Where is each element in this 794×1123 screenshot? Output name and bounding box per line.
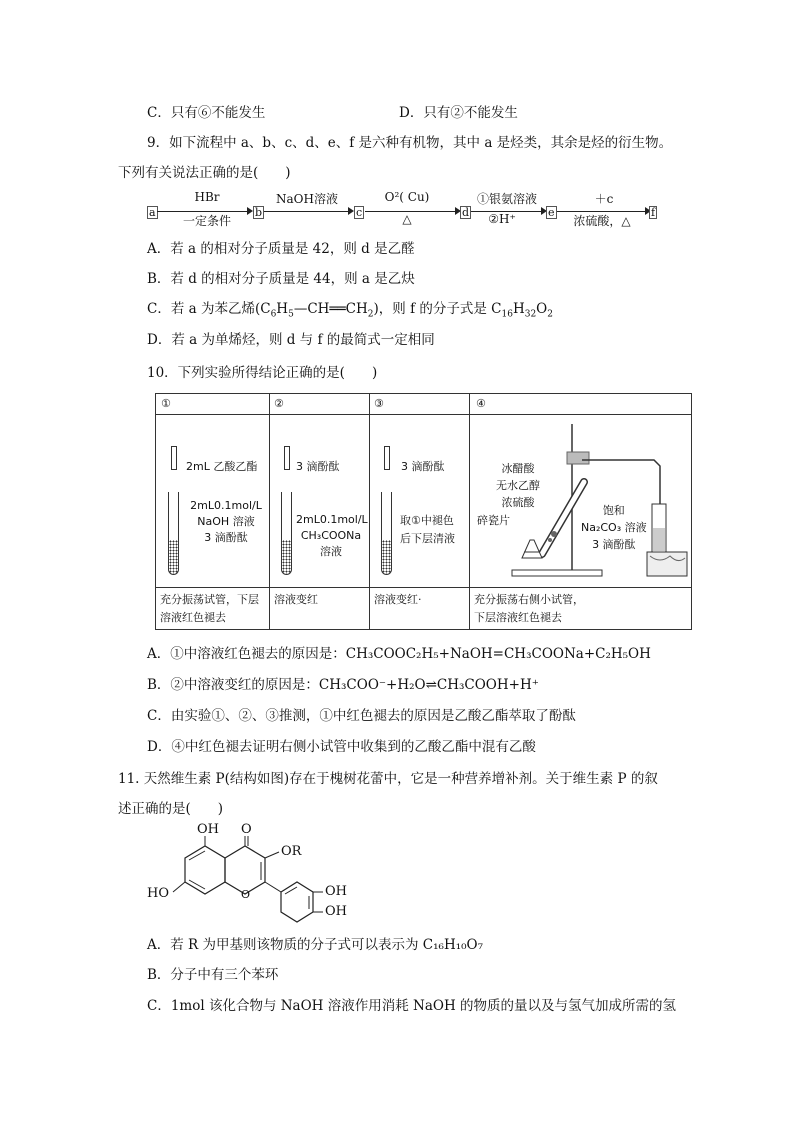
q9-stem-line1: 9．如下流程中 a、b、c、d、e、f 是六种有机物，其中 a 是烃类，其余是烃的衍生物。 bbox=[147, 135, 673, 151]
experiment-table: ① ② ③ ④ 2mL 乙酸乙酯 2mL0.1mol/L NaOH 溶液 3 滴酚酞 3 滴酚酞 2mL0.1mol/L CH₃COONa 溶液 3 滴酚酞 取①中褪色 后下层清液 冰醋酸 无水乙醇 浓硫酸 碎瓷片 饱和 Na₂CO₃ 溶液 3 滴酚酞 充分振荡试管，下层 溶液红色褪去 溶液变红 溶液变红· 充分振荡右侧小试管， 下层溶液红色褪去 bbox=[155, 393, 692, 630]
q9-option-a: A．若 a 的相对分子质量是 42，则 d 是乙醛 bbox=[147, 241, 415, 257]
test-tube-2 bbox=[281, 492, 292, 575]
q10-option-c: C．由实验①、②、③推测，①中红色褪去的原因是乙酸乙酯萃取了酚酞 bbox=[147, 708, 576, 724]
flow-arrow-2 bbox=[264, 211, 350, 212]
test-tube-3 bbox=[381, 492, 392, 575]
flow-node-e: e bbox=[548, 206, 555, 219]
table-header-1: ① bbox=[161, 397, 171, 410]
q11-stem-line2: 述正确的是( ) bbox=[118, 801, 224, 817]
q9-option-d: D．若 a 为单烯烃，则 d 与 f 的最简式一定相同 bbox=[147, 332, 435, 348]
q9-option-b: B．若 d 的相对分子质量是 44，则 a 是乙炔 bbox=[147, 271, 415, 287]
q11-stem-line1: 11. 天然维生素 P(结构如图)存在于槐树花蕾中，它是一种营养增补剂。关于维生素 P 的叙 bbox=[118, 771, 658, 787]
flow-step5-condition: 浓硫酸，△ bbox=[573, 214, 631, 228]
molecule-skeleton-icon bbox=[145, 826, 355, 926]
result-2: 溶液变红 bbox=[274, 593, 318, 606]
table-header-4: ④ bbox=[476, 397, 486, 410]
table-header-2: ② bbox=[274, 397, 284, 410]
flow-step1-condition: 一定条件 bbox=[182, 214, 231, 228]
flow-step4-condition: ②H⁺ bbox=[488, 212, 516, 226]
dropper-3 bbox=[384, 446, 390, 470]
flow-step3-condition: △ bbox=[402, 212, 412, 226]
table-header-3: ③ bbox=[374, 397, 384, 410]
result-4: 充分振荡右侧小试管， 下层溶液红色褪去 bbox=[474, 593, 584, 624]
col3-drop-label: 3 滴酚酞 bbox=[401, 460, 445, 473]
q9-option-c: C．若 a 为苯乙烯$(C_6H_5—CH══CH_2)$，则 f 的分子式是 $C_{16}H_{32}O_2$ bbox=[147, 301, 553, 320]
flow-node-b: b bbox=[255, 206, 263, 219]
col4-label-porcelain: 碎瓷片 bbox=[477, 514, 510, 527]
reaction-flow-scheme bbox=[147, 190, 657, 228]
dropper-2 bbox=[284, 446, 290, 470]
dropper-1 bbox=[171, 446, 177, 470]
q11-option-c: C．1mol 该化合物与 NaOH 溶液作用消耗 NaOH 的物质的量以及与氢气加成所需的氢 bbox=[147, 998, 677, 1014]
q11-option-b: B．分子中有三个苯环 bbox=[147, 967, 279, 983]
flow-step3-reagent: O²( Cu) bbox=[384, 190, 430, 204]
result-1: 充分振荡试管，下层 溶液红色褪去 bbox=[160, 593, 259, 624]
q10-option-a: A．①中溶液红色褪去的原因是：CH₃COOC₂H₅+NaOH=CH₃COONa+C₂H₅OH bbox=[147, 646, 651, 662]
flow-node-f: f bbox=[651, 206, 656, 219]
flow-step2-reagent: NaOH溶液 bbox=[276, 192, 338, 206]
q8-option-c: C．只有⑥不能发生 bbox=[147, 105, 266, 121]
q8-option-d: D．只有②不能发生 bbox=[399, 105, 518, 121]
flow-step4-reagent: ①银氨溶液 bbox=[476, 192, 537, 206]
flow-node-d: d bbox=[462, 206, 470, 219]
q10-stem: 10．下列实验所得结论正确的是( ) bbox=[147, 365, 378, 381]
flow-node-c: c bbox=[356, 206, 363, 219]
vitamin-p-structure: OH O OR HO O OH OH bbox=[145, 826, 355, 926]
col2-drop-label: 3 滴酚酞 bbox=[296, 460, 340, 473]
result-3: 溶液变红· bbox=[374, 593, 422, 606]
flow-step5-reagent: ＋c bbox=[594, 192, 614, 206]
flow-node-a: a bbox=[149, 206, 156, 219]
q11-option-a: A．若 R 为甲基则该物质的分子式可以表示为 C₁₆H₁₀O₇ bbox=[147, 937, 484, 953]
test-tube-1 bbox=[168, 492, 179, 575]
flow-step1-reagent: HBr bbox=[194, 190, 220, 204]
col1-drop-label: 2mL 乙酸乙酯 bbox=[186, 460, 258, 473]
q10-option-d: D．④中红色褪去证明右侧小试管中收集到的乙酸乙酯中混有乙酸 bbox=[147, 739, 536, 755]
q10-option-b: B．②中溶液变红的原因是：CH₃COO⁻+H₂O⇌CH₃COOH+H⁺ bbox=[147, 677, 539, 693]
q9-stem-line2: 下列有关说法正确的是( ) bbox=[118, 165, 291, 181]
